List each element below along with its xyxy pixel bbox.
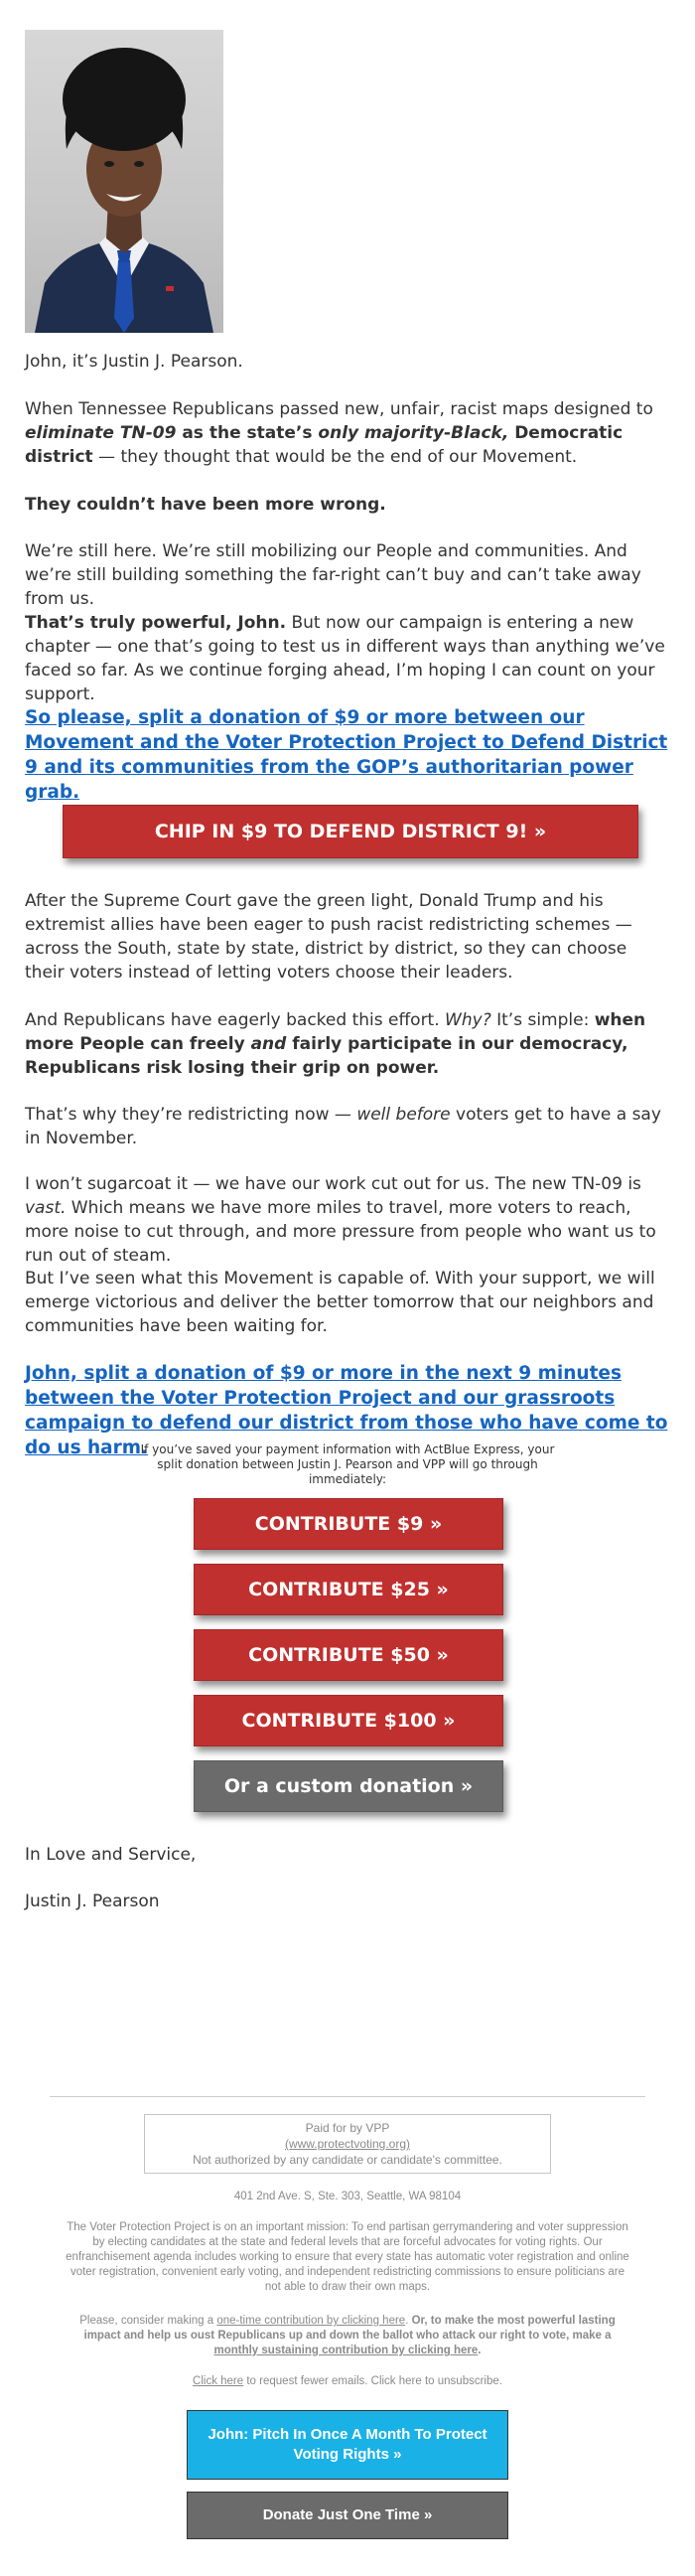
donate-link-split[interactable]: So please, split a donation of $9 or more between our Movement and the Voter Protection Project to Defend District 9 and its communities from the GOP’s authoritarian power grab. (25, 707, 668, 803)
footer-address: 401 2nd Ave. S, Ste. 303, Seattle, WA 98104 (233, 2191, 462, 2202)
not-authorized-text: Not authorized by any candidate or candidate's committee. (193, 2153, 502, 2167)
paragraph-sugarcoat: I won’t sugarcoat it — we have our work cut out for us. The new TN-09 is vast. Which means we have more miles to travel, more voters to reach, more noise to cut through, and more pressure from people who want us to run out of steam. (25, 1174, 656, 1266)
paragraph-maps: When Tennessee Republicans passed new, unfair, racist maps designed to eliminate TN-09 as the state’s only majority-Black, Democratic district — they thought that would be the end of our Movement. (25, 399, 653, 467)
candidate-photo (25, 30, 223, 333)
contribute-100-button[interactable]: CONTRIBUTE $100 » (194, 1695, 503, 1746)
monthly-donate-button[interactable]: John: Pitch In Once A Month To Protect Voting Rights » (187, 2410, 508, 2480)
signoff: In Love and Service, (25, 1845, 197, 1865)
footer-consider: Please, consider making a one-time contribution by clicking here. Or, to make the most powerful lasting impact and help us oust Republicans up and down the ballot who attack our right to vote, make a monthly sustaining contribution by clicking here. (79, 2315, 616, 2356)
footer-fewer-emails: Click here to request fewer emails. Click here to unsubscribe. (193, 2375, 502, 2387)
actblue-express-note: If you’ve saved your payment information with ActBlue Express, your split donation between Justin J. Pearson and VPP will go through immediately: (140, 1442, 555, 1486)
portrait-illustration (25, 30, 223, 333)
paragraph-supreme-court: After the Supreme Court gave the green light, Donald Trump and his extremist allies have been eager to push racist redistricting schemes — across the South, state by state, district by district, so they can choose their voters instead of letting voters choose their leaders. (25, 891, 632, 983)
one-time-contribution-link[interactable]: one-time contribution by clicking here (216, 2315, 406, 2327)
one-time-donate-button[interactable]: Donate Just One Time » (187, 2492, 508, 2539)
monthly-contribution-link[interactable]: monthly sustaining contribution by clicking here (213, 2345, 479, 2356)
signature: Justin J. Pearson (25, 1892, 160, 1911)
chip-in-button[interactable]: CHIP IN $9 TO DEFEND DISTRICT 9! » (63, 805, 638, 858)
paragraph-redistricting: That’s why they’re redistricting now — well before voters get to have a say in November. (25, 1105, 661, 1148)
paragraph-powerful: That’s truly powerful, John. But now our campaign is entering a new chapter — one that’s going to test us in different ways than anything we’ve faced so far. As we continue forging ahead, I’m hoping I can count on your support. (25, 613, 665, 704)
paragraph-wrong: They couldn’t have been more wrong. (25, 495, 386, 515)
paid-for-box (144, 2114, 551, 2174)
footer-divider (50, 2096, 645, 2097)
paragraph-republicans: And Republicans have eagerly backed this effort. Why? It’s simple: when more People can freely and fairly participate in our democracy, Republicans risk losing their grip on power. (25, 1010, 646, 1078)
greeting: John, it’s Justin J. Pearson. (25, 352, 243, 372)
contribute-25-button[interactable]: CONTRIBUTE $25 » (194, 1564, 503, 1615)
paid-for-text: Paid for by VPP (305, 2121, 390, 2135)
vpp-website-link[interactable]: (www.protectvoting.org) (284, 2137, 411, 2151)
contribute-9-button[interactable]: CONTRIBUTE $9 » (194, 1498, 503, 1550)
donate-link-nine-minutes[interactable]: John, split a donation of $9 or more in the next 9 minutes between the Voter Protection Project and our grassroots campaign to defend our district from those who have come to do us harm. (25, 1363, 668, 1458)
paragraph-still-here: We’re still here. We’re still mobilizing our People and communities. And we’re still building something the far-right can’t buy and can’t take away from us. (25, 541, 641, 609)
footer-mission: The Voter Protection Project is on an important mission: To end partisan gerrymandering and voter suppression by electing candidates at the state and federal levels that are forceful advocates for voting rights. Our enfranchisement agenda includes working to ensure that every state has automatic voter registration and online voter registration, convenient early voting, and independent redistricting commissions to ensure politicians are not able to draw their own maps. (66, 2221, 629, 2293)
custom-donation-button[interactable]: Or a custom donation » (194, 1760, 503, 1812)
paragraph-movement: But I’ve seen what this Movement is capable of. With your support, we will emerge victorious and deliver the better tomorrow that our neighbors and communities have been waiting for. (25, 1269, 655, 1336)
fewer-emails-link[interactable]: Click here (193, 2375, 244, 2387)
contribute-50-button[interactable]: CONTRIBUTE $50 » (194, 1629, 503, 1681)
